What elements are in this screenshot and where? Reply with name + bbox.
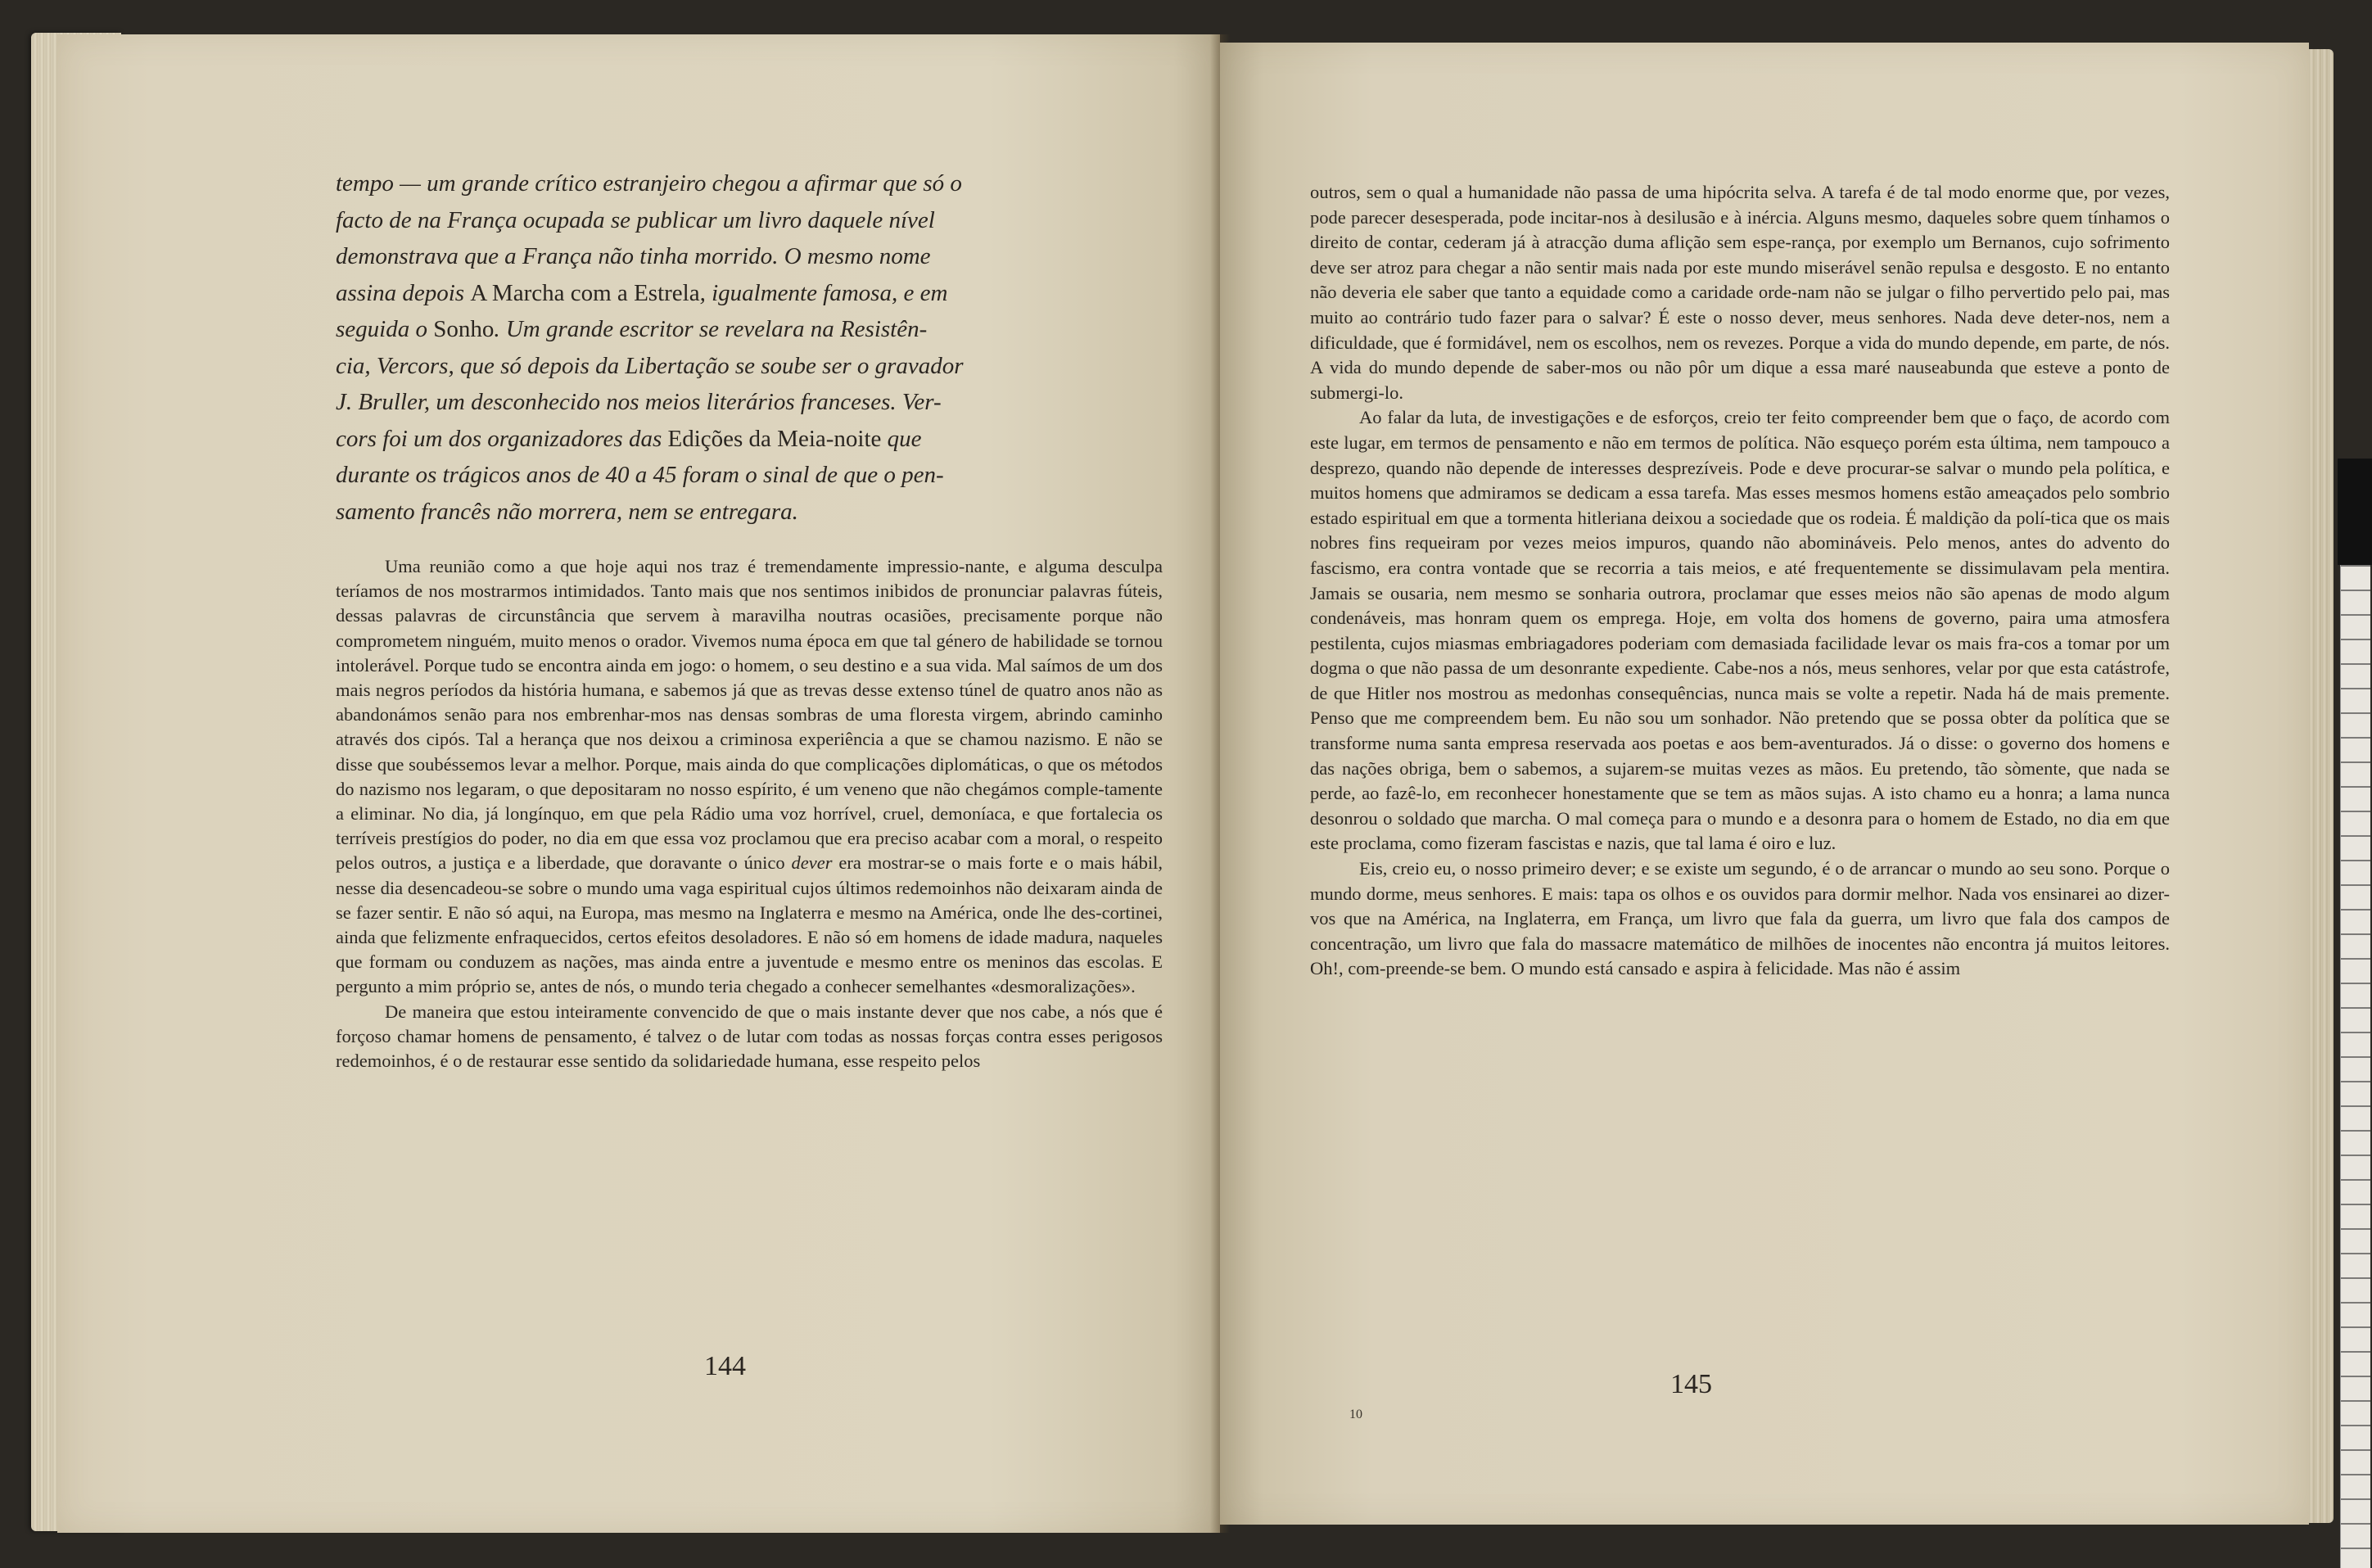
intro-fragment: cors foi um dos organizadores das [336,425,668,452]
intro-line: samento francês não morrera, nem se entregara. [336,498,798,525]
signature-mark: 10 [1349,1408,1362,1421]
paragraph-text: era mostrar-se o mais forte e o mais hábil, nesse dia desencadeou-se sobre o mundo uma vaga espiritual cujos últimos redemoinhos não deixaram ainda de se fazer sentir. E não só aqui, na Europa, mas mesmo na Inglaterra e mesmo na América, onde lhe des-cortinei, ainda que felizmente enfraquecidos, certos efeitos desoladores. E não só em homens de idade madura, naqueles que formam ou conduzem as nações, mas ainda entre a juventude e mesmo entre os meninos das escolas. E pergunto a mim próprio se, antes de nós, o mundo teria chegado a conhecer semelhantes «desmoralizações». [336,852,1163,997]
book-title-estrela: Estrela [634,279,700,306]
intro-paragraph [336,165,1163,530]
ruler-ticks [2341,565,2370,1568]
paragraph: Ao falar da luta, de investigações e de esforços, creio ter feito compreender bem que o faço, de acordo com este lugar, em termos de pensamento e não em termos de política. Não esqueço porém esta última, nem tampouco a desprezo, quando não depende de interesses desprezíveis. Pode e deve procurar-se salvar o mundo pela política, e muitos homens que admiramos se dedicam a essa tarefa. Mas esses mesmos homens estão ameaçados pelo sombrio estado espiritual em que a tormenta hitleriana deixou a sociedade que os rodeia. É maldição da polí-tica que os mais nobres fins requeiram por vezes meios impuros, quando não abomináveis. Pelo menos, antes do advento do fascismo, era contra vontade que se recorria a tais meios, e até frequentemente se dissimulavam pela mentira. Jamais se ousaria, nem mesmo se sonharia outrora, proclamar que esses meios não são apenas de modo algum condenáveis, mas honram quem os emprega. Hoje, em volta dos homens de governo, paira uma atmosfera pestilenta, cujos miasmas embriagadores poderiam com demasiada facilidade levar os mais fra-cos a tomar por um dogma o que não passa de um desonrante expediente. Cabe-nos a nós, meus senhores, velar por que esta catástrofe, de que Hitler nos mostrou as medonhas consequências, nunca mais se volte a repetir. Nada há de mais premente. Penso que me compreendem bem. Eu não sou um sonhador. Não pretendo que se possa obter da política que se transforme numa santa empresa reservada aos poetas e aos bem-aventurados. Já o disse: o governo dos homens e das nações obriga, bem o sabemos, a sujarem-se muitas vezes as mãos. Eu pretendo, tão sòmente, que nada se perde, ao fazê-lo, em reconhecer honestamente que se tem as mãos sujas. A isto chamo eu a honra; a lama nunca desonrou o soldado que marcha. O mal começa para o mundo e a desonra para o homem de Estado, no dia em que este proclama, como fizeram fascistas e nazis, que tal lama é oiro e luz. [1310,407,2170,854]
intro-fragment: seguida o [336,316,434,342]
paragraph: Eis, creio eu, o nosso primeiro dever; e se existe um segundo, é o de arrancar o mundo ao seu sono. Porque o mundo dorme, meus senhores. E mais: tapa os olhos e os ouvidos para dormir melhor. Nada vos ensinarei ao dizer-vos que na América, na Inglaterra, em França, um livro que fala da guerra, um livro que fala dos campos de concentração, um livro que fala do massacre matemático de milhões de inocentes não encontra já muitos leitores. Oh!, com-preende-se bem. O mundo está cansado e aspira à felicidade. Mas não é assim [1310,858,2170,979]
publisher-name: Edições da Meia-noite [667,425,882,452]
intro-line: durante os trágicos anos de 40 a 45 foram o sinal de que o pen- [336,462,944,488]
emphasis-word: dever [791,852,833,874]
page-number: 144 [704,1351,746,1381]
left-page [57,34,1220,1533]
intro-fragment: que [881,425,922,452]
intro-line: facto de na França ocupada se publicar um livro daquele nível [336,206,935,233]
paragraph: outros, sem o qual a humanidade não passa de uma hipócrita selva. A tarefa é de tal modo enorme que, por vezes, pode parecer desesperada, pode incitar-nos à desilusão e à inércia. Alguns mesmo, daqueles sobre quem tínhamos o direito de contar, cederam já à atracção duma aflição sem espe-rança, por exemplo um Bernanos, cujo sofrimento deve ser atroz para chegar a não sentir mais nada por este mundo miserável senão repulsa e desgosto. E no entanto não deveria ele saber que tanto a equidade como a caridade orde-nam não se julgar o filho pervertido pelo pai, mas muito ao contrário tudo fazer para o salvar? É este o nosso dever, meus senhores. Nada deve deter-nos, nem a dificuldade, que é formidável, nem os escolhos, nem os revezes. Porque a vida do mundo depende, em parte, de nós. A vida do mundo depende de saber-mos ou não pôr um dique a essa maré nauseabunda que esteve a ponto de submergi-lo. [1310,182,2170,403]
intro-fragment: . Um grande escritor se revelara na Resistên- [494,316,928,342]
intro-fragment: com a [564,279,635,306]
paragraph [336,554,1163,1000]
page-number: 145 [1670,1369,1712,1399]
intro-line [336,311,1163,348]
paragraph-text: Uma reunião como a que hoje aqui nos traz é tremendamente impressio-nante, e alguma desculpa teríamos de nos mostrarmos intimidados. Tanto mais que nos sentimos inibidos de pronunciar palavras fúteis, dessas palavras de circunstância que servem à maravilha noutras ocasiões, precisamente porque não comprometem ninguém, muito menos o orador. Vivemos numa época em que tal género de habilidade se tornou intolerável. Porque tudo se encontra ainda em jogo: o homem, o seu destino e a sua vida. Mal saímos de um dos mais negros períodos da história humana, e sabemos já que as trevas desse extenso túnel de quatro anos não as abandonámos senão para nos embrenhar-mos nas densas sombras de uma floresta virgem, abrindo caminho através dos cipós. Tal a herança que nos deixou a criminosa experiência a que se chamou nazismo. E não se disse que soubéssemos levar a melhor. Porque, mais ainda do que complicações diplomáticas, o que os métodos do nazismo nos legaram, o que depositaram no nosso espírito, é um veneno que não chegámos comple-tamente a eliminar. No dia, já longínquo, em que pela Rádio uma voz horrível, cruel, demoníaca, e que fortalecia os terríveis prestígios do poder, no dia em que essa voz proclamou que era preciso acabar com a moral, o respeito pelos outros, a justiça e a liberdade, que doravante o único [336,556,1163,874]
intro-line: J. Bruller, um desconhecido nos meios literários franceses. Ver- [336,389,942,415]
intro-fragment: , igualmente famosa, e em [699,279,948,306]
intro-line: cia, Vercors, que só depois da Libertação se soube ser o gravador [336,352,964,379]
right-page [1220,43,2309,1525]
book-title-marcha: A Marcha [470,279,565,306]
intro-line [336,421,1163,458]
intro-line: tempo — um grande crítico estranjeiro chegou a afirmar que só o [336,170,962,197]
intro-line: demonstrava que a França não tinha morrido. O mesmo nome [336,243,931,269]
intro-fragment: assina depois [336,279,471,306]
scale-ruler [2340,565,2370,1568]
intro-line [336,275,1163,312]
book-title-sonho: Sonho [433,316,495,342]
scale-bar-block [2338,459,2372,565]
paragraph: De maneira que estou inteiramente convencido de que o mais instante dever que nos cabe, a nós que é forçoso chamar homens de pensamento, é talvez o de lutar com todas as nossas forças contra esses perigosos redemoinhos, é o de restaurar esse sentido da solidariedade humana, esse respeito pelos [336,1001,1163,1072]
body-text-right [1310,180,2170,982]
body-text-left [336,554,1163,1073]
